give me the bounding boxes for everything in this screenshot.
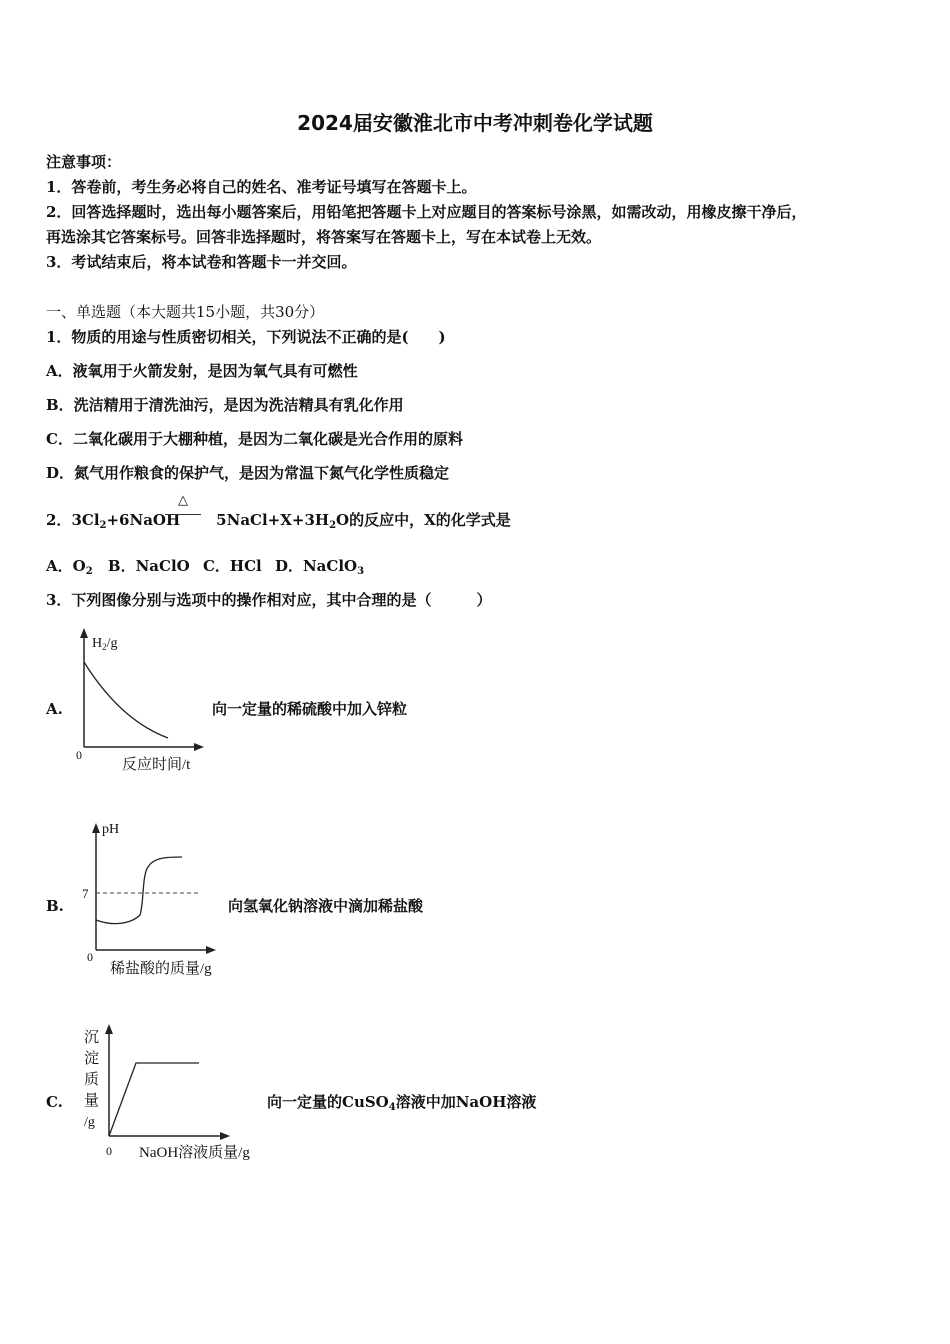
notice-item-3: 3．考试结束后，将本试卷和答题卡一并交回。: [46, 253, 357, 271]
q2-reactant-2: +6NaOH: [106, 511, 181, 529]
q2-option-b: B．NaClO: [107, 557, 190, 575]
q2-reactant-1-sub: 2: [99, 520, 107, 531]
ph-7-tick-label: 7: [82, 886, 89, 901]
q3-option-a-desc: 向一定量的稀硫酸中加入锌粒: [212, 700, 408, 718]
q2-options: [46, 556, 364, 576]
q3-graph-a: [60, 622, 220, 777]
ph-curve: [96, 857, 182, 924]
y-axis-arrow: [92, 823, 100, 833]
y-axis-label-char-4: 量: [84, 1093, 100, 1109]
notice-item-1: 1．答卷前，考生务必将自己的姓名、准考证号填写在答题卡上。: [46, 178, 477, 196]
y-axis-label-unit: /g: [84, 1115, 95, 1130]
q2-option-a-sub: 2: [85, 566, 93, 577]
section-heading: 一、单选题（本大题共15小题，共30分）: [46, 303, 325, 321]
q2-products-sub: 2: [329, 520, 337, 531]
q3-option-c-label: C.: [46, 1093, 63, 1111]
curve-line: [84, 662, 168, 738]
q2-number: 2．: [46, 511, 72, 529]
y-axis-label-char-3: 质: [84, 1072, 100, 1088]
q2-reactant-1: 3Cl: [71, 511, 100, 529]
y-axis-arrow: [80, 628, 88, 638]
q3-option-a-label: A.: [46, 700, 63, 718]
notice-item-2-line-1: 2．回答选择题时，选出每小题答案后，用铅笔把答题卡上对应题目的答案标号涂黑，如需改动，用橡皮擦干净后，: [46, 203, 807, 221]
q3-option-b-label: B.: [46, 897, 64, 915]
origin-label: 0: [87, 950, 93, 964]
q2-tail: 的反应中，X的化学式是: [349, 511, 511, 529]
q2-option-c: C．HCl: [202, 557, 262, 575]
page-title: 2024届安徽淮北市中考冲刺卷化学试题: [297, 111, 653, 135]
q1-option-a: A．液氧用于火箭发射，是因为氧气具有可燃性: [46, 362, 358, 380]
q1-option-d: D．氮气用作粮食的保护气，是因为常温下氮气化学性质稳定: [46, 464, 450, 482]
x-axis-label: NaOH溶液质量/g: [139, 1145, 250, 1161]
precipitate-line: [109, 1063, 199, 1136]
q2-option-d: D．NaClO: [274, 557, 358, 575]
q3-graph-b: [70, 815, 240, 980]
x-axis-arrow: [220, 1132, 230, 1140]
q3-option-c-desc-a: 向一定量的CuSO: [267, 1093, 389, 1111]
q2-option-a: A．O: [46, 557, 86, 575]
notice-item-2-line-2: 再选涂其它答案标号。回答非选择题时，将答案写在答题卡上，写在本试卷上无效。: [46, 228, 602, 246]
y-axis-label: $H_2/g$: [92, 636, 118, 652]
q2-option-d-sub: 3: [357, 566, 365, 577]
q3-option-c-desc-b: 溶液中加NaOH溶液: [395, 1093, 537, 1111]
origin-label: 0: [106, 1144, 112, 1158]
q2-products-a: 5NaCl+X+3H: [216, 511, 330, 529]
notice-heading: 注意事项：: [46, 153, 122, 171]
x-axis-label: 稀盐酸的质量/g: [110, 961, 212, 977]
origin-label: 0: [76, 748, 82, 762]
q1-stem: 1．物质的用途与性质密切相关，下列说法不正确的是( ): [46, 328, 446, 346]
q1-option-c: C．二氧化碳用于大棚种植，是因为二氧化碳是光合作用的原料: [46, 430, 463, 448]
q3-option-c-desc: [267, 1092, 536, 1112]
q3-option-b-desc: 向氢氧化钠溶液中滴加稀盐酸: [228, 897, 424, 915]
x-axis-arrow: [194, 743, 204, 751]
q2-products-b: O: [336, 511, 350, 529]
q3-stem: 3．下列图像分别与选项中的操作相对应，其中合理的是（ ）: [46, 591, 492, 609]
x-axis-arrow: [206, 946, 216, 954]
q1-option-b: B．洗洁精用于清洗油污，是因为洗洁精具有乳化作用: [46, 396, 404, 414]
q2-heating-condition: △: [178, 493, 188, 508]
q3-option-c-desc-sub: 4: [388, 1102, 396, 1113]
y-axis-arrow: [105, 1024, 113, 1034]
y-axis-label-char-2: 淀: [84, 1051, 100, 1067]
y-axis-label-char-1: 沉: [84, 1030, 100, 1046]
q3-graph-c: [76, 1018, 276, 1168]
q2-stem: [46, 510, 511, 530]
q2-equation-bar: [165, 514, 201, 515]
x-axis-label: 反应时间/t: [122, 757, 191, 773]
y-axis-label: pH: [102, 822, 120, 837]
